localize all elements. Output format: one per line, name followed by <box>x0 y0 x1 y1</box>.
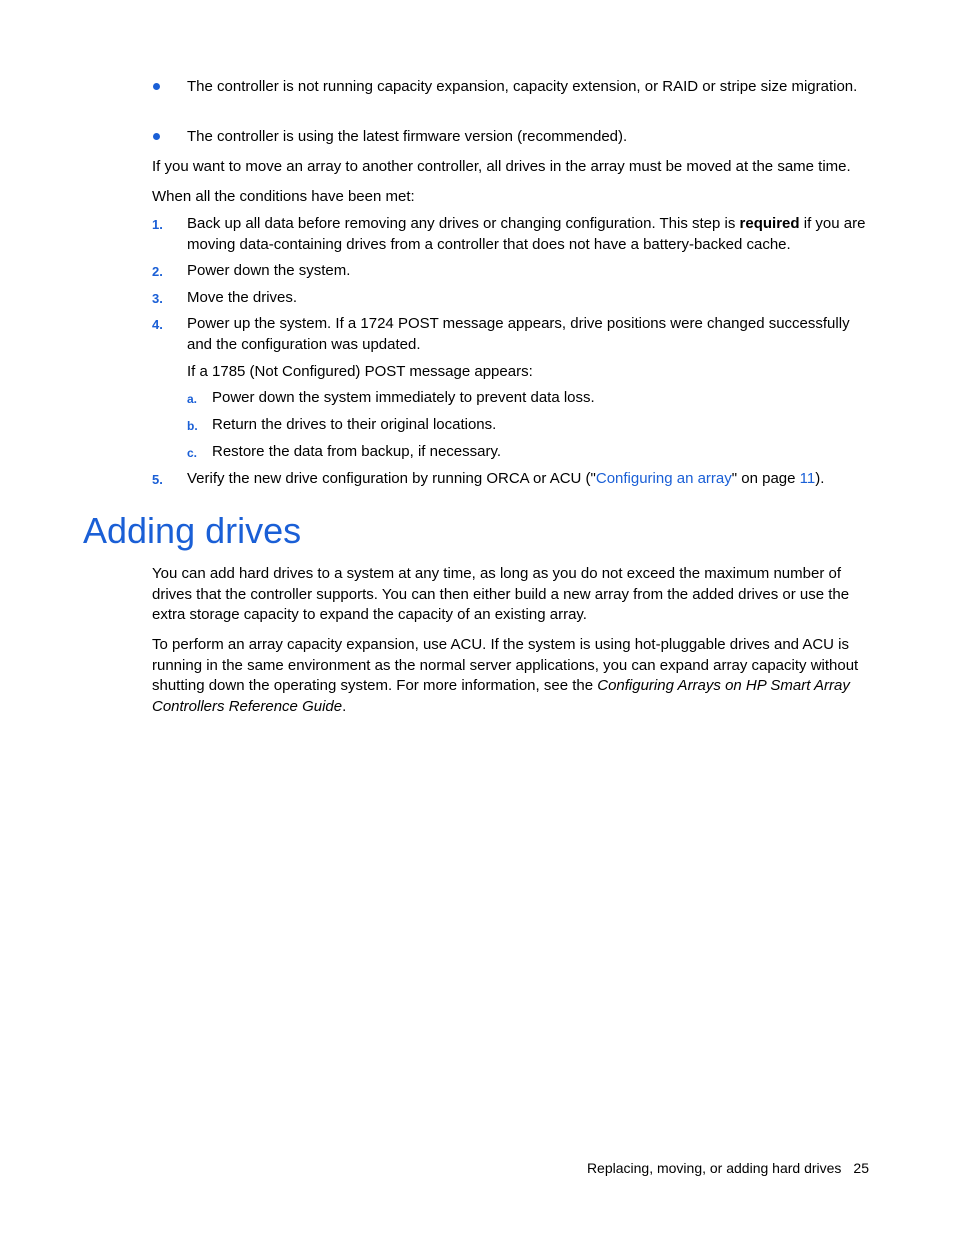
page-number: 25 <box>853 1160 869 1176</box>
paragraph-adding-drives: You can add hard drives to a system at any time, as long as you do not exceed the maximum number of drives that the controller supports. You can then either build a new array from the added drives or use the extra storage capacity to expand the capacity of an existing array. <box>152 565 850 623</box>
bullet-icon <box>153 83 160 90</box>
emphasis-required: required <box>739 215 800 232</box>
footer-section-title: Replacing, moving, or adding hard drives <box>586 1160 842 1176</box>
reference-guide-title: Configuring Arrays on HP Smart Array Controllers Reference Guide <box>152 677 850 715</box>
step-text: Move the drives. <box>187 289 298 306</box>
step-number: 3. <box>152 291 163 306</box>
step-number: 2. <box>152 264 163 279</box>
bullet-text: The controller is using the latest firmware version (recommended). <box>187 128 628 145</box>
step-note: If a 1785 (Not Configured) POST message appears: <box>187 363 533 380</box>
bullet-icon <box>153 133 160 140</box>
step-text: Power up the system. If a 1724 POST message appears, drive positions were changed successfully and the configuration was updated. <box>187 315 850 353</box>
sub-step-letter: a. <box>187 392 198 406</box>
sub-step-text: Power down the system immediately to prevent data loss. <box>212 389 595 406</box>
page-reference-link[interactable]: 11 <box>799 470 816 487</box>
step-number: 4. <box>152 317 163 332</box>
paragraph-conditions: When all the conditions have been met: <box>152 188 415 205</box>
step-number: 5. <box>152 472 163 487</box>
step-text: Power down the system. <box>187 262 351 279</box>
paragraph-capacity-expansion: To perform an array capacity expansion, use ACU. If the system is using hot-pluggable drives and ACU is running in the same environment as the normal server applications, you can expand array capacity without shutting down the operating system. For more information, see the Configuring Arrays on HP Smart Array Controllers Reference Guide. <box>152 636 859 715</box>
sub-step-text: Return the drives to their original locations. <box>212 416 497 433</box>
paragraph-move-array: If you want to move an array to another controller, all drives in the array must be moved at the same time. <box>152 158 851 175</box>
sub-step-letter: b. <box>187 419 198 433</box>
sub-step-letter: c. <box>187 446 198 460</box>
step-text: Verify the new drive configuration by running ORCA or ACU ("Configuring an array" on page 11). <box>187 470 825 487</box>
step-number: 1. <box>152 217 163 232</box>
step-text: Back up all data before removing any drives or changing configuration. This step is required if you are moving data-containing drives from a controller that does not have a battery-backed cache. <box>187 215 866 253</box>
sub-step-text: Restore the data from backup, if necessary. <box>212 443 502 460</box>
page-footer <box>587 1158 869 1178</box>
configuring-array-link[interactable]: Configuring an array <box>595 470 732 487</box>
section-heading: Adding drives <box>83 510 302 551</box>
bullet-text: The controller is not running capacity expansion, capacity extension, or RAID or stripe size migration. <box>187 78 858 95</box>
